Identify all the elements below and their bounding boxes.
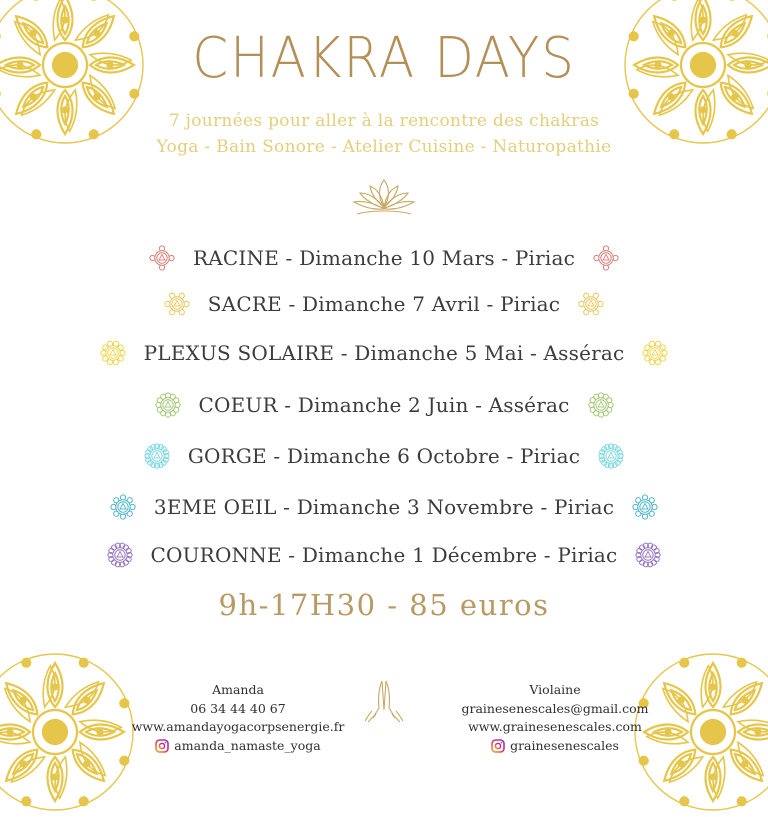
- contact-email[interactable]: grainesenescales@gmail.com: [461, 700, 649, 716]
- contact-violaine: [455, 681, 655, 758]
- event-label: PLEXUS SOLAIRE - Dimanche 5 Mai - Assérac: [143, 341, 625, 365]
- heart-chakra-icon: [155, 392, 181, 418]
- heart-chakra-icon: [588, 392, 614, 418]
- event-row-sacre: [0, 288, 768, 320]
- event-label: COEUR - Dimanche 2 Juin - Assérac: [198, 393, 570, 417]
- lotus-icon: [349, 176, 419, 218]
- instagram-link[interactable]: [491, 737, 619, 756]
- event-row-3eme-oeil: [0, 491, 768, 523]
- sacral-chakra-icon: [164, 291, 190, 317]
- event-row-gorge: [0, 440, 768, 472]
- event-label: GORGE - Dimanche 6 Octobre - Piriac: [187, 444, 581, 468]
- event-label: 3EME OEIL - Dimanche 3 Novembre - Piriac: [153, 495, 615, 519]
- instagram-handle: amanda_namaste_yoga: [174, 737, 321, 753]
- third-eye-chakra-icon: [632, 494, 658, 520]
- crown-chakra-icon: [107, 542, 133, 568]
- contact-phone[interactable]: 06 34 44 40 67: [190, 700, 286, 716]
- contact-name: Violaine: [529, 682, 581, 697]
- contact-name: Amanda: [212, 682, 264, 697]
- contact-website[interactable]: www.grainesenescales.com: [468, 719, 642, 734]
- crown-chakra-icon: [635, 542, 661, 568]
- event-row-plexus-solaire: [0, 337, 768, 369]
- event-label: RACINE - Dimanche 10 Mars - Piriac: [193, 246, 575, 270]
- solar-plexus-chakra-icon: [642, 340, 668, 366]
- instagram-link[interactable]: [155, 737, 320, 756]
- solar-plexus-chakra-icon: [100, 340, 126, 366]
- price-schedule: 9h-17H30 - 85 euros: [218, 588, 550, 622]
- event-row-coeur: [0, 389, 768, 421]
- contact-amanda: [118, 681, 358, 758]
- sacral-chakra-icon: [578, 291, 604, 317]
- event-row-racine: [0, 242, 768, 274]
- namaste-hands-icon: [362, 678, 406, 726]
- throat-chakra-icon: [144, 443, 170, 469]
- root-chakra-icon: [593, 245, 619, 271]
- event-label: COURONNE - Dimanche 1 Décembre - Piriac: [150, 543, 618, 567]
- instagram-handle: grainesenescales: [510, 737, 619, 753]
- throat-chakra-icon: [598, 443, 624, 469]
- event-label: SACRE - Dimanche 7 Avril - Piriac: [207, 292, 561, 316]
- event-row-couronne: [0, 539, 768, 571]
- contact-website[interactable]: www.amandayogacorpsenergie.fr: [131, 719, 345, 734]
- subtitle-line-2: Yoga - Bain Sonore - Atelier Cuisine - Naturopathie: [156, 137, 612, 157]
- third-eye-chakra-icon: [110, 494, 136, 520]
- subtitle-line-1: 7 journées pour aller à la rencontre des chakras: [168, 111, 600, 131]
- root-chakra-icon: [149, 245, 175, 271]
- page-title: CHAKRA DAYS: [192, 26, 576, 91]
- instagram-icon: [155, 739, 169, 753]
- instagram-icon: [491, 739, 505, 753]
